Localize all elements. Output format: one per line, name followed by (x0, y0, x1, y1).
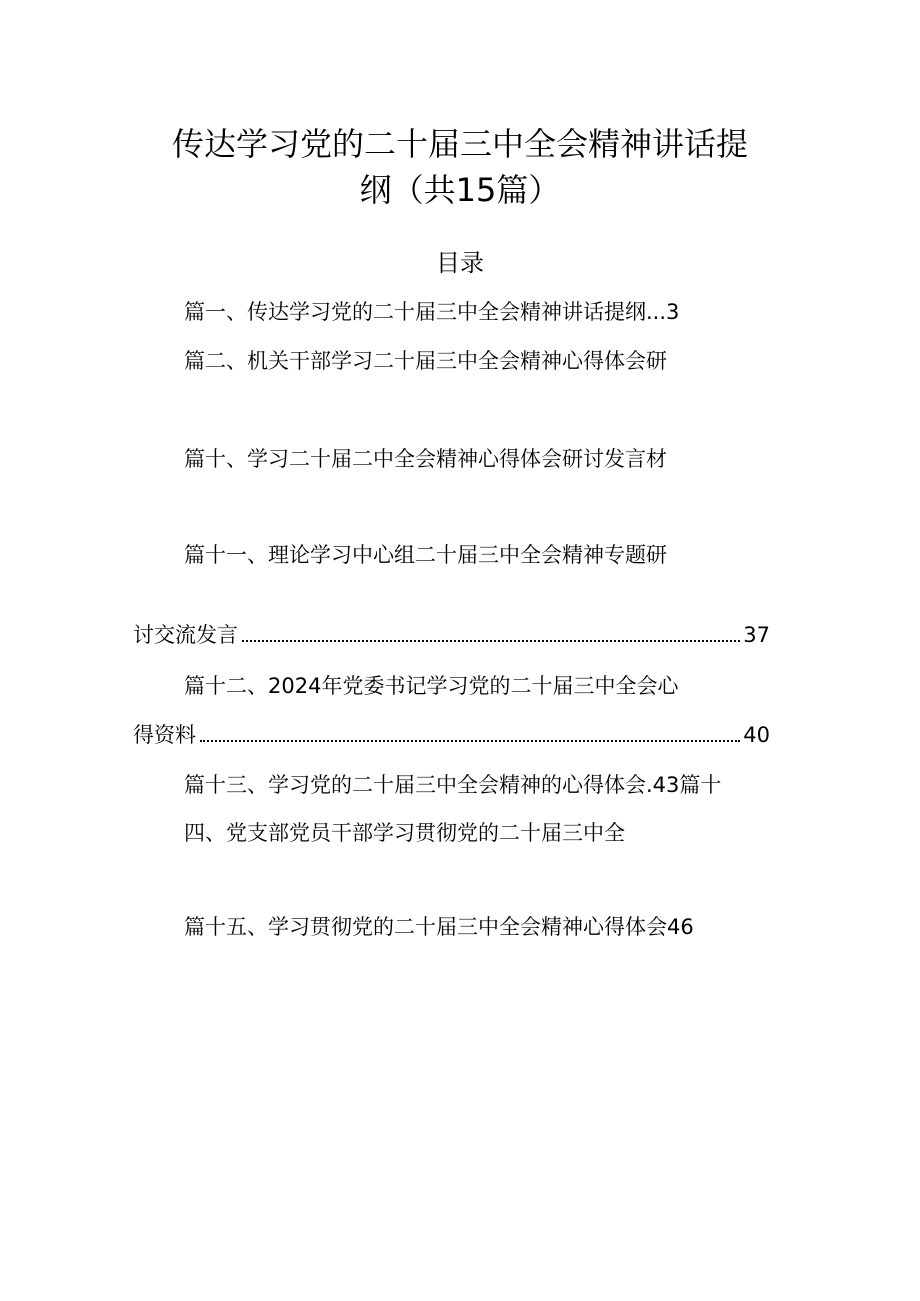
dot-leader (242, 639, 740, 642)
toc-entry-12[interactable]: 篇十二、2024年党委书记学习党的二十届三中全会心 (184, 674, 679, 698)
dot-leader (200, 739, 740, 742)
toc-entry-13[interactable]: 篇十三、学习党的二十届三中全会精神的心得体会.43篇十 (184, 773, 722, 797)
toc-entry-10[interactable]: 篇十、学习二十届二中全会精神心得体会研讨发言材 (184, 447, 667, 471)
toc-entry-11-continuation[interactable] (133, 620, 770, 650)
document-title-line-1: 传达学习党的二十届三中全会精神讲话提 (171, 125, 748, 163)
document-title-line-2: 纲（共15篇） (359, 171, 561, 209)
toc-entry-11[interactable]: 篇十一、理论学习中心组二十届三中全会精神专题研 (184, 543, 667, 567)
toc-entry-15[interactable]: 篇十五、学习贯彻党的二十届三中全会精神心得体会46 (184, 915, 694, 939)
toc-entry-14[interactable]: 四、党支部党员干部学习贯彻党的二十届三中全 (184, 821, 625, 845)
toc-entry-2[interactable]: 篇二、机关干部学习二十届三中全会精神心得体会研 (184, 349, 667, 373)
toc-entry-1[interactable]: 篇一、传达学习党的二十届三中全会精神讲话提纲...3 (184, 300, 680, 324)
toc-entry-11-page: 37 (743, 623, 770, 647)
toc-heading: 目录 (436, 249, 484, 277)
toc-entry-12-text: 得资料 (133, 723, 196, 747)
toc-entry-12-continuation[interactable] (133, 720, 770, 750)
toc-entry-11-text: 讨交流发言 (133, 623, 238, 647)
toc-entry-12-page: 40 (743, 723, 770, 747)
